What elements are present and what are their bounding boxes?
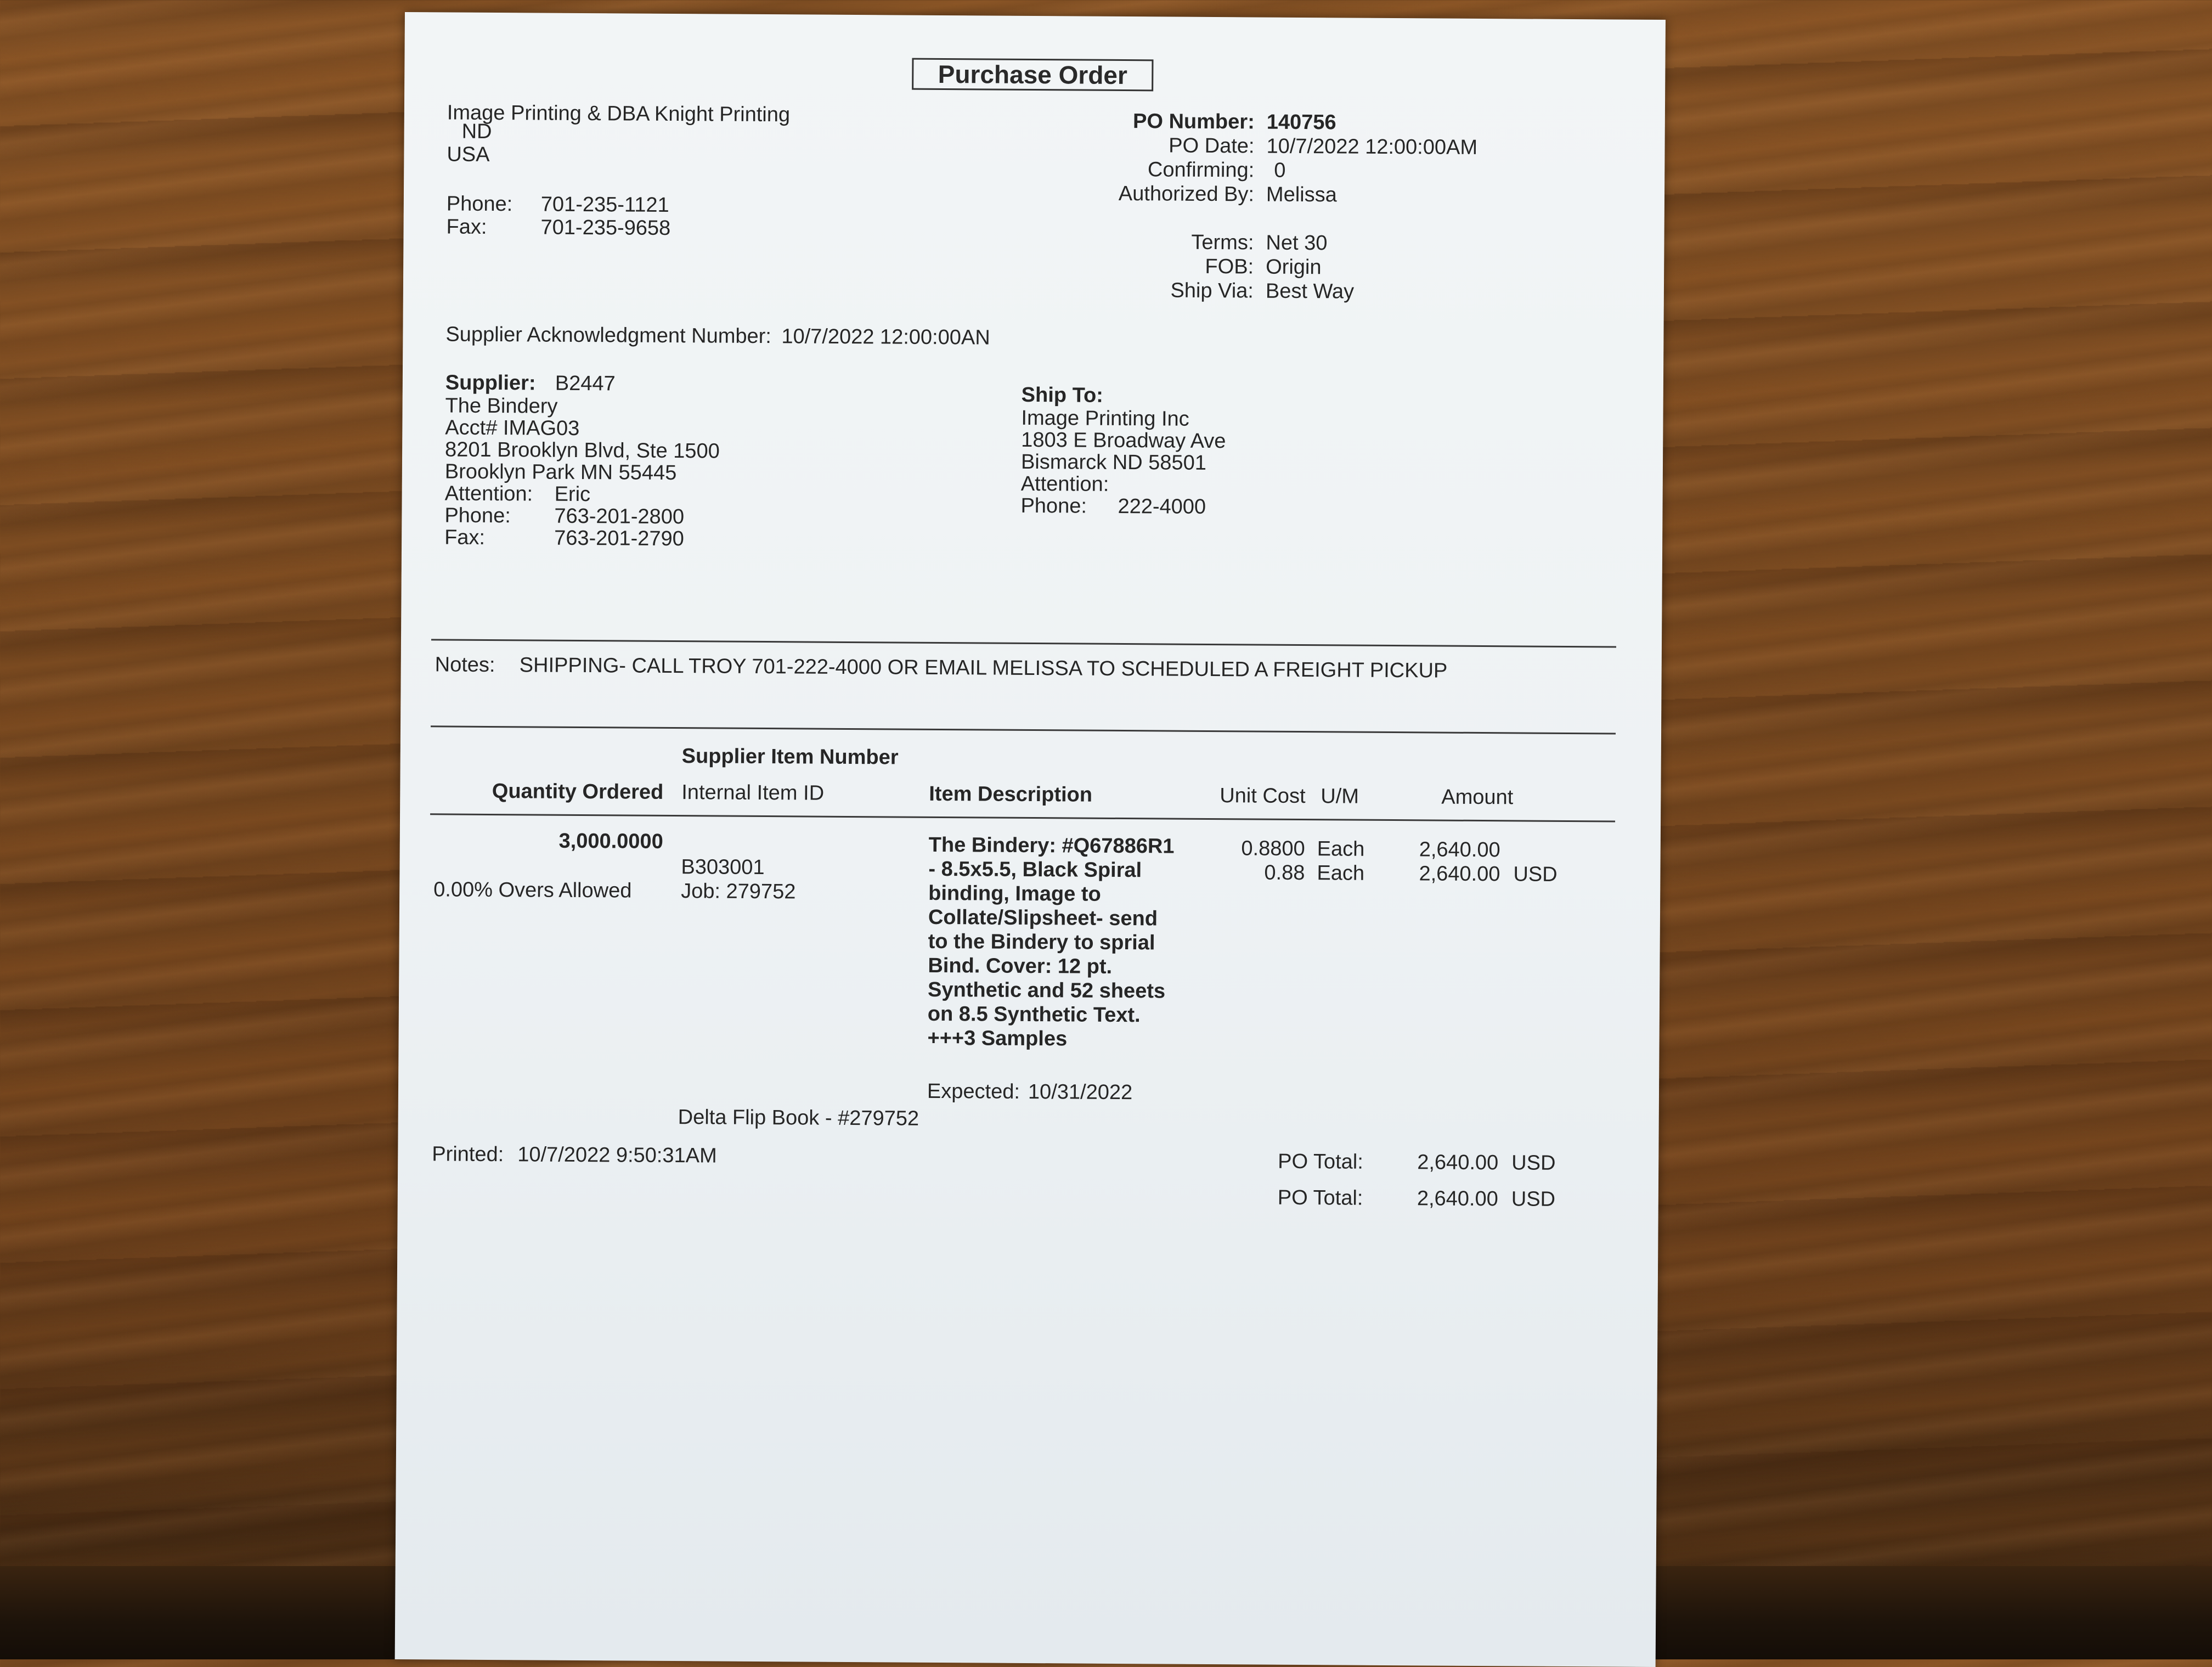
- row-description: The Bindery: #Q67886R1 - 8.5x5.5, Black Spiral binding, Image to Collate/Slipsheet- send to the Bindery to sprial Bind. Cover: 12 pt. Synthetic and 52 sheets on 8.5 Synthetic Text. +++3 Samples: [927, 833, 1175, 1051]
- supplier-attention: Eric: [554, 482, 591, 506]
- supplier-fax: 763-201-2790: [554, 526, 684, 551]
- ack-value: 10/7/2022 12:00:00AN: [781, 325, 990, 350]
- expected-date: 10/31/2022: [1028, 1080, 1133, 1105]
- ship-to-phone: 222-4000: [1118, 494, 1206, 519]
- confirming-value: 0: [1274, 159, 1286, 182]
- po-total-label-2: PO Total:: [1277, 1186, 1363, 1210]
- terms-value: Net 30: [1266, 231, 1328, 255]
- expected-label: Expected:: [927, 1079, 1020, 1103]
- printed-label: Printed:: [432, 1142, 504, 1167]
- notes-text: SHIPPING- CALL TROY 701-222-4000 OR EMAIL MELISSA TO SCHEDULED A FREIGHT PICKUP: [519, 654, 1448, 683]
- authorized-by-label: Authorized By:: [1118, 182, 1255, 206]
- ship-to-address2: Bismarck ND 58501: [1020, 450, 1207, 475]
- row-unit-cost-1: 0.8800: [1241, 837, 1305, 861]
- ship-to-attention-label: Attention:: [1020, 472, 1109, 496]
- company-fax: 701-235-9658: [540, 216, 671, 240]
- header-description: Item Description: [929, 782, 1093, 807]
- po-date-label: PO Date:: [1169, 134, 1255, 158]
- purchase-order-paper: [395, 12, 1666, 1667]
- header-unit-cost: Unit Cost: [1220, 784, 1306, 808]
- row-internal-id: B303001: [681, 855, 765, 880]
- ack-label: Supplier Acknowledgment Number:: [445, 323, 772, 348]
- divider-notes: [431, 725, 1616, 734]
- po-total-currency-1: USD: [1511, 1151, 1556, 1175]
- po-number: 140756: [1266, 110, 1336, 134]
- company-country: USA: [447, 143, 490, 166]
- po-date: 10/7/2022 12:00:00AM: [1266, 134, 1478, 159]
- supplier-phone-label: Phone:: [444, 504, 511, 528]
- row-overs: 0.00% Overs Allowed: [433, 878, 632, 903]
- company-phone: 701-235-1121: [540, 193, 669, 217]
- supplier-phone: 763-201-2800: [554, 504, 685, 529]
- terms-label: Terms:: [1191, 230, 1254, 255]
- company-fax-label: Fax:: [446, 215, 487, 239]
- header-internal-id: Internal Item ID: [681, 781, 825, 805]
- ship-to-label: Ship To:: [1021, 383, 1104, 407]
- company-name: Image Printing & DBA Knight Printing: [447, 101, 791, 127]
- header-amount: Amount: [1441, 785, 1514, 809]
- row-unit-cost-2: 0.88: [1264, 861, 1305, 885]
- row-amount-1: 2,640.00: [1419, 838, 1500, 862]
- row-um-2: Each: [1317, 861, 1365, 885]
- supplier-label: Supplier:: [445, 371, 536, 395]
- fob-value: Origin: [1266, 255, 1322, 279]
- supplier-address2: Brooklyn Park MN 55445: [444, 460, 677, 485]
- row-qty: 3,000.0000: [558, 829, 663, 853]
- printed-value: 10/7/2022 9:50:31AM: [517, 1143, 717, 1168]
- header-um: U/M: [1321, 785, 1359, 808]
- company-phone-label: Phone:: [446, 192, 513, 216]
- row-amount-2: 2,640.00: [1419, 862, 1500, 886]
- item-name: Delta Flip Book - #279752: [678, 1106, 919, 1130]
- supplier-name: The Bindery: [445, 394, 558, 418]
- notes-label: Notes:: [435, 653, 495, 677]
- header-qty: Quantity Ordered: [492, 779, 664, 804]
- divider-header: [430, 813, 1615, 822]
- row-um-1: Each: [1317, 837, 1365, 861]
- ship-via-label: Ship Via:: [1170, 279, 1254, 303]
- fob-label: FOB:: [1205, 255, 1254, 279]
- ship-to-name: Image Printing Inc: [1021, 406, 1189, 431]
- row-job: Job: 279752: [681, 880, 796, 904]
- row-currency-2: USD: [1513, 863, 1558, 886]
- header-supplier-item: Supplier Item Number: [681, 745, 899, 769]
- document-title: Purchase Order: [912, 58, 1153, 92]
- ship-via-value: Best Way: [1265, 279, 1355, 303]
- po-total-2: 2,640.00: [1417, 1187, 1498, 1211]
- company-state: ND: [461, 120, 492, 143]
- po-total-currency-2: USD: [1511, 1187, 1556, 1211]
- confirming-label: Confirming:: [1147, 158, 1255, 182]
- ship-to-address1: 1803 E Broadway Ave: [1021, 428, 1226, 453]
- supplier-address1: 8201 Brooklyn Blvd, Ste 1500: [445, 438, 720, 463]
- supplier-acct: Acct# IMAG03: [445, 416, 580, 440]
- supplier-fax-label: Fax:: [444, 526, 486, 549]
- po-total-label-1: PO Total:: [1278, 1150, 1363, 1174]
- po-number-label: PO Number:: [1132, 110, 1255, 134]
- divider-top: [431, 639, 1616, 647]
- authorized-by: Melissa: [1266, 183, 1337, 207]
- supplier-code: B2447: [555, 371, 616, 396]
- ship-to-phone-label: Phone:: [1020, 494, 1087, 518]
- supplier-attention-label: Attention:: [444, 482, 533, 506]
- po-total-1: 2,640.00: [1417, 1151, 1499, 1175]
